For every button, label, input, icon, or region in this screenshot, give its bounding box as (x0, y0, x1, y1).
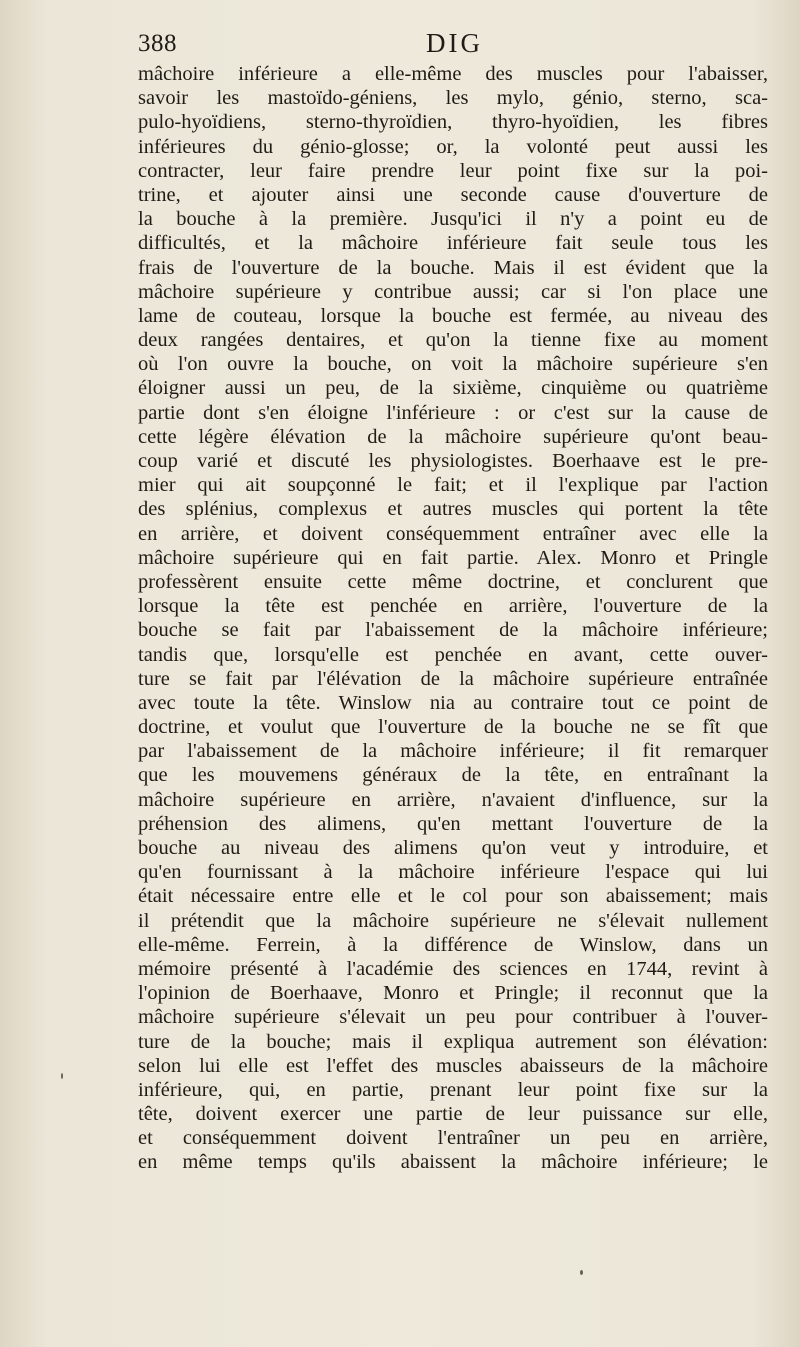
text-line: éloigner aussi un peu, de la sixième, cinquième ou quatrième (138, 377, 768, 400)
text-line: qu'en fournissant à la mâchoire inférieure l'espace qui lui (138, 861, 768, 884)
text-line: ture se fait par l'élévation de la mâchoire supérieure entraînée (138, 667, 768, 690)
text-line: inférieure, qui, en partie, prenant leur point fixe sur la (138, 1078, 768, 1101)
page-number: 388 (138, 30, 177, 57)
text-line: la bouche à la première. Jusqu'ici il n'y a point eu de (138, 208, 768, 231)
text-line: mâchoire inférieure a elle-même des muscles pour l'abaisser, (138, 63, 768, 85)
text-line: en même temps qu'ils abaissent la mâchoire inférieure; le (138, 1151, 768, 1174)
running-head: DIG (426, 28, 483, 58)
text-line: des splénius, complexus et autres muscles qui portent la tête (138, 498, 768, 521)
text-line: inférieures du génio-glosse; or, la volonté peut aussi les (138, 135, 768, 158)
text-line: il prétendit que la mâchoire supérieure ne s'élevait nullement (138, 909, 768, 932)
text-line: frais de l'ouverture de la bouche. Mais il est évident que la (138, 256, 768, 279)
text-line: savoir les mastoïdo-géniens, les mylo, génio, sterno, sca- (138, 87, 768, 110)
text-line: mier qui ait soupçonné le fait; et il l'explique par l'action (138, 474, 768, 497)
text-line: difficultés, et la mâchoire inférieure fait seule tous les (138, 232, 768, 255)
text-line: deux rangées dentaires, et qu'on la tienne fixe au moment (138, 329, 768, 352)
ink-speck (61, 1073, 63, 1079)
text-line: contracter, leur faire prendre leur point fixe sur la poi- (138, 159, 768, 182)
text-line: mâchoire supérieure qui en fait partie. Alex. Monro et Pringle (138, 546, 768, 569)
ink-speck (580, 1270, 583, 1275)
text-line: trine, et ajouter ainsi une seconde cause d'ouverture de (138, 183, 768, 206)
text-line: où l'on ouvre la bouche, on voit la mâchoire supérieure s'en (138, 353, 768, 376)
text-line: l'opinion de Boerhaave, Monro et Pringle; il reconnut que la (138, 982, 768, 1005)
text-line: partie dont s'en éloigne l'inférieure : or c'est sur la cause de (138, 401, 768, 424)
text-line: mâchoire supérieure y contribue aussi; car si l'on place une (138, 280, 768, 303)
text-line: lorsque la tête est penchée en arrière, l'ouverture de la (138, 595, 768, 618)
text-line: bouche au niveau des alimens qu'on veut y introduire, et (138, 837, 768, 859)
page-header (138, 28, 768, 64)
text-line: cette légère élévation de la mâchoire supérieure qu'ont beau- (138, 425, 768, 448)
text-line: en arrière, et doivent conséquemment entraîner avec elle la (138, 522, 768, 545)
text-line: que les mouvemens généraux de la tête, en entraînant la (138, 764, 768, 787)
text-line: avec toute la tête. Winslow nia au contraire tout ce point de (138, 691, 768, 714)
text-line: mémoire présenté à l'académie des sciences en 1744, revint à (138, 957, 768, 980)
body-text (138, 62, 768, 1175)
text-line: ture de la bouche; mais il expliqua autrement son élévation: (138, 1030, 768, 1053)
text-line: préhension des alimens, qu'en mettant l'ouverture de la (138, 812, 768, 835)
text-line: mâchoire supérieure s'élevait un peu pour contribuer à l'ouver- (138, 1006, 768, 1029)
text-line: était nécessaire entre elle et le col pour son abaissement; mais (138, 885, 768, 908)
text-line: tête, doivent exercer une partie de leur puissance sur elle, (138, 1103, 768, 1126)
text-line: professèrent ensuite cette même doctrine, et conclurent que (138, 570, 768, 593)
text-line: coup varié et discuté les physiologistes. Boerhaave est le pre- (138, 450, 768, 472)
text-line: elle-même. Ferrein, à la différence de Winslow, dans un (138, 933, 768, 956)
text-line: par l'abaissement de la mâchoire inférieure; il fit remarquer (138, 740, 768, 763)
text-line: et conséquemment doivent l'entraîner un peu en arrière, (138, 1127, 768, 1150)
text-line: selon lui elle est l'effet des muscles abaisseurs de la mâchoire (138, 1054, 768, 1077)
text-line: pulo-hyoïdiens, sterno-thyroïdien, thyro-hyoïdien, les fibres (138, 111, 768, 134)
text-line: tandis que, lorsqu'elle est penchée en avant, cette ouver- (138, 643, 768, 666)
text-line: mâchoire supérieure en arrière, n'avaient d'influence, sur la (138, 788, 768, 811)
text-line: bouche se fait par l'abaissement de la mâchoire inférieure; (138, 619, 768, 642)
text-line: lame de couteau, lorsque la bouche est fermée, au niveau des (138, 304, 768, 327)
text-line: doctrine, et voulut que l'ouverture de la bouche ne se fît que (138, 716, 768, 739)
